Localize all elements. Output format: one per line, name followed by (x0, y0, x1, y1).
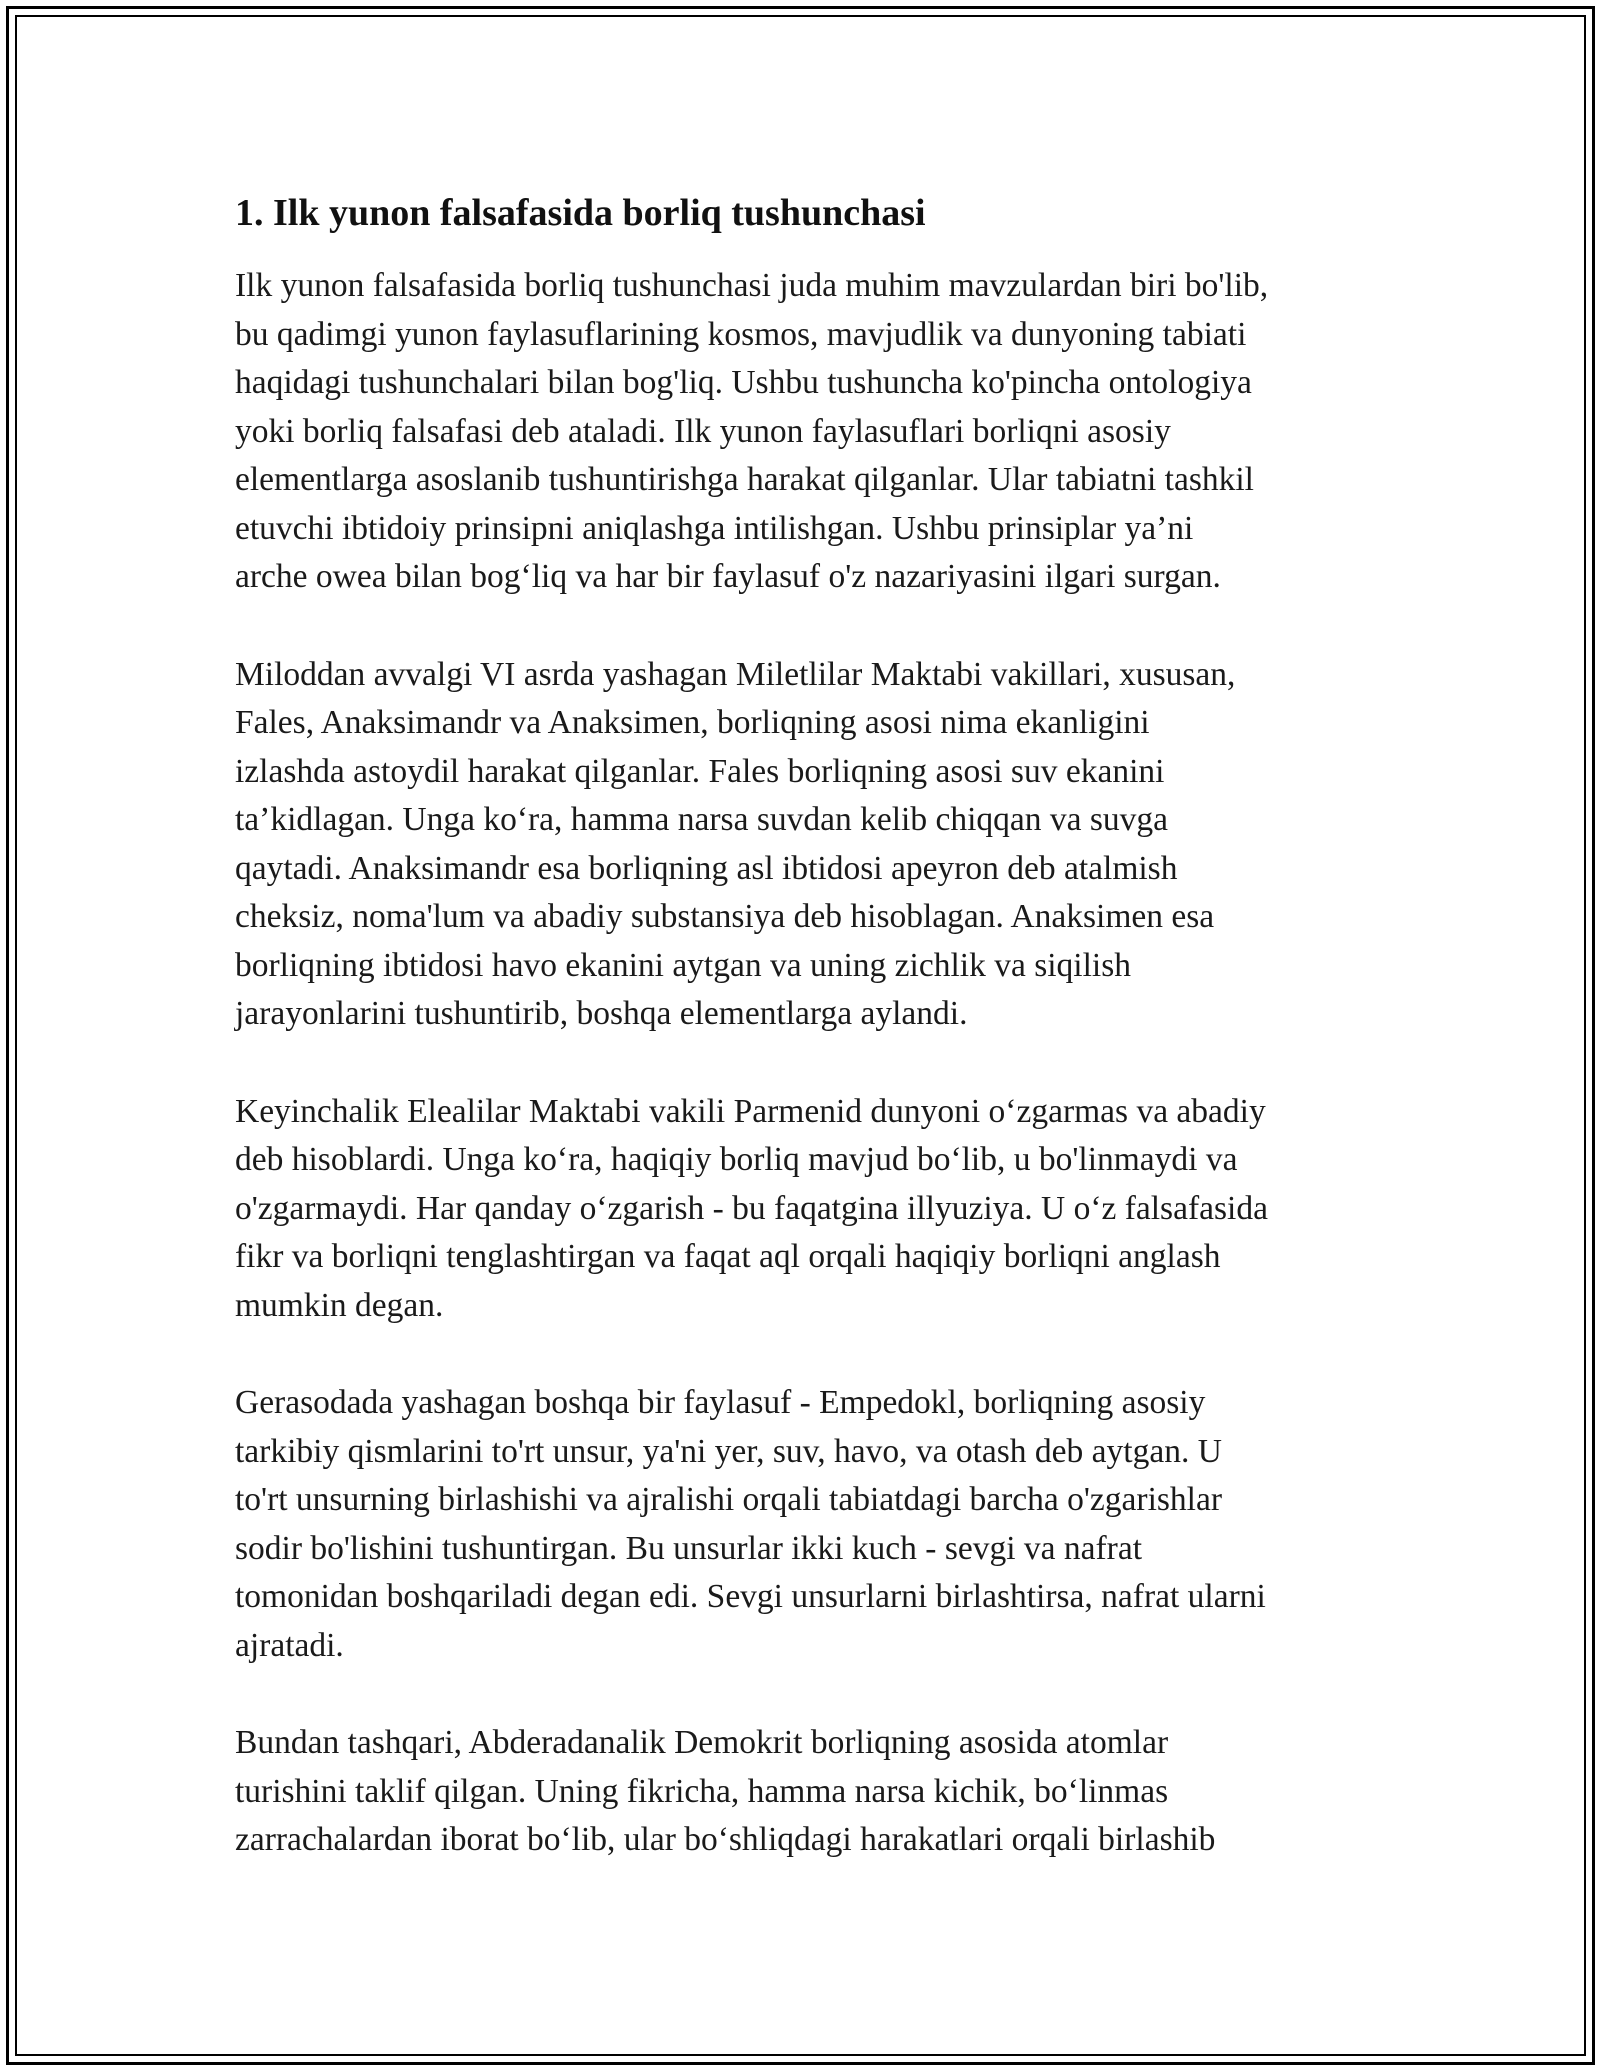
paragraph-line: arche owea bilan bog‘liq va har bir faylasuf o'z nazariyasini ilgari surgan. (235, 558, 1221, 595)
paragraph-line: ta’kidlagan. Unga ko‘ra, hamma narsa suvdan kelib chiqqan va suvga (235, 801, 1169, 838)
paragraph-line: Fales, Anaksimandr va Anaksimen, borliqning asosi nima ekanligini (235, 704, 1150, 741)
paragraph-line: elementlarga asoslanib tushuntirishga harakat qilganlar. Ular tabiatni tashkil (235, 461, 1254, 498)
paragraph-3 (235, 1088, 1375, 1331)
paragraph-line: borliqning ibtidosi havo ekanini aytgan va uning zichlik va siqilish (235, 946, 1131, 984)
paragraph-line: to'rt unsurning birlashishi va ajralishi orqali tabiatdagi barcha o'zgarishlar (235, 1481, 1223, 1518)
paragraph-line: tomonidan boshqariladi degan edi. Sevgi unsurlarni birlashtirsa, nafrat ularni (235, 1578, 1266, 1615)
paragraph-line: zarrachalardan iborat bo‘lib, ular bo‘shliqdagi harakatlari orqali birlashib (235, 1821, 1216, 1858)
section-heading: 1. Ilk yunon falsafasida borliq tushunchasi (235, 192, 926, 234)
paragraph-spacer (235, 1330, 1375, 1379)
paragraph-spacer (235, 602, 1375, 651)
paragraph-line: deb hisoblardi. Unga ko‘ra, haqiqiy borliq mavjud bo‘lib, u bo'linmaydi va (235, 1141, 1238, 1178)
paragraph-line: turishini taklif qilgan. Uning fikricha, hamma narsa kichik, bo‘linmas (235, 1772, 1169, 1810)
paragraph-line: etuvchi ibtidoiy prinsipni aniqlashga intilishgan. Ushbu prinsiplar ya’ni (235, 509, 1194, 547)
paragraph-line: bu qadimgi yunon faylasuflarining kosmos, mavjudlik va dunyoning tabiati (235, 315, 1247, 353)
paragraph-line: fikr va borliqni tenglashtirgan va faqat aql orqali haqiqiy borliqni anglash (235, 1238, 1221, 1275)
paragraph-line: qaytadi. Anaksimandr esa borliqning asl ibtidosi apeyron deb atalmish (235, 849, 1178, 887)
paragraph-line: Keyinchalik Elealilar Maktabi vakili Parmenid dunyoni o‘zgarmas va abadiy (235, 1092, 1266, 1130)
paragraph-spacer (235, 1039, 1375, 1088)
paragraph-line: yoki borliq falsafasi deb ataladi. Ilk yunon faylasuflari borliqni asosiy (235, 412, 1171, 450)
paragraph-line: jarayonlarini tushuntirib, boshqa elementlarga aylandi. (235, 995, 968, 1032)
paragraph-line: haqidagi tushunchalari bilan bog'liq. Ushbu tushuncha ko'pincha ontologiya (235, 364, 1252, 401)
paragraph-line: Miloddan avvalgi VI asrda yashagan Miletlilar Maktabi vakillari, xususan, (235, 655, 1236, 693)
document-body (235, 188, 1375, 1865)
paragraph-1 (235, 262, 1375, 602)
paragraph-line: Bundan tashqari, Abderadanalik Demokrit borliqning asosida atomlar (235, 1724, 1169, 1761)
paragraph-line: cheksiz, noma'lum va abadiy substansiya deb hisoblagan. Anaksimen esa (235, 898, 1215, 935)
paragraph-line: Gerasodada yashagan boshqa bir faylasuf - Empedokl, borliqning asosiy (235, 1384, 1206, 1421)
paragraph-line: tarkibiy qismlarini to'rt unsur, ya'ni yer, suv, havo, va otash deb aytgan. U (235, 1432, 1222, 1470)
paragraph-line: sodir bo'lishini tushuntirgan. Bu unsurlar ikki kuch - sevgi va nafrat (235, 1529, 1143, 1567)
paragraph-2 (235, 651, 1375, 1039)
paragraph-4 (235, 1379, 1375, 1670)
paragraph-line: izlashda astoydil harakat qilganlar. Fales borliqning asosi suv ekanini (235, 752, 1165, 790)
paragraph-line: ajratadi. (235, 1626, 344, 1664)
paragraph-line: o'zgarmaydi. Har qanday o‘zgarish - bu faqatgina illyuziya. U o‘z falsafasida (235, 1189, 1268, 1227)
paragraph-line: mumkin degan. (235, 1286, 444, 1324)
paragraph-spacer (235, 1670, 1375, 1719)
paragraph-line: Ilk yunon falsafasida borliq tushunchasi juda muhim mavzulardan biri bo'lib, (235, 267, 1269, 304)
paragraph-5 (235, 1719, 1375, 1865)
